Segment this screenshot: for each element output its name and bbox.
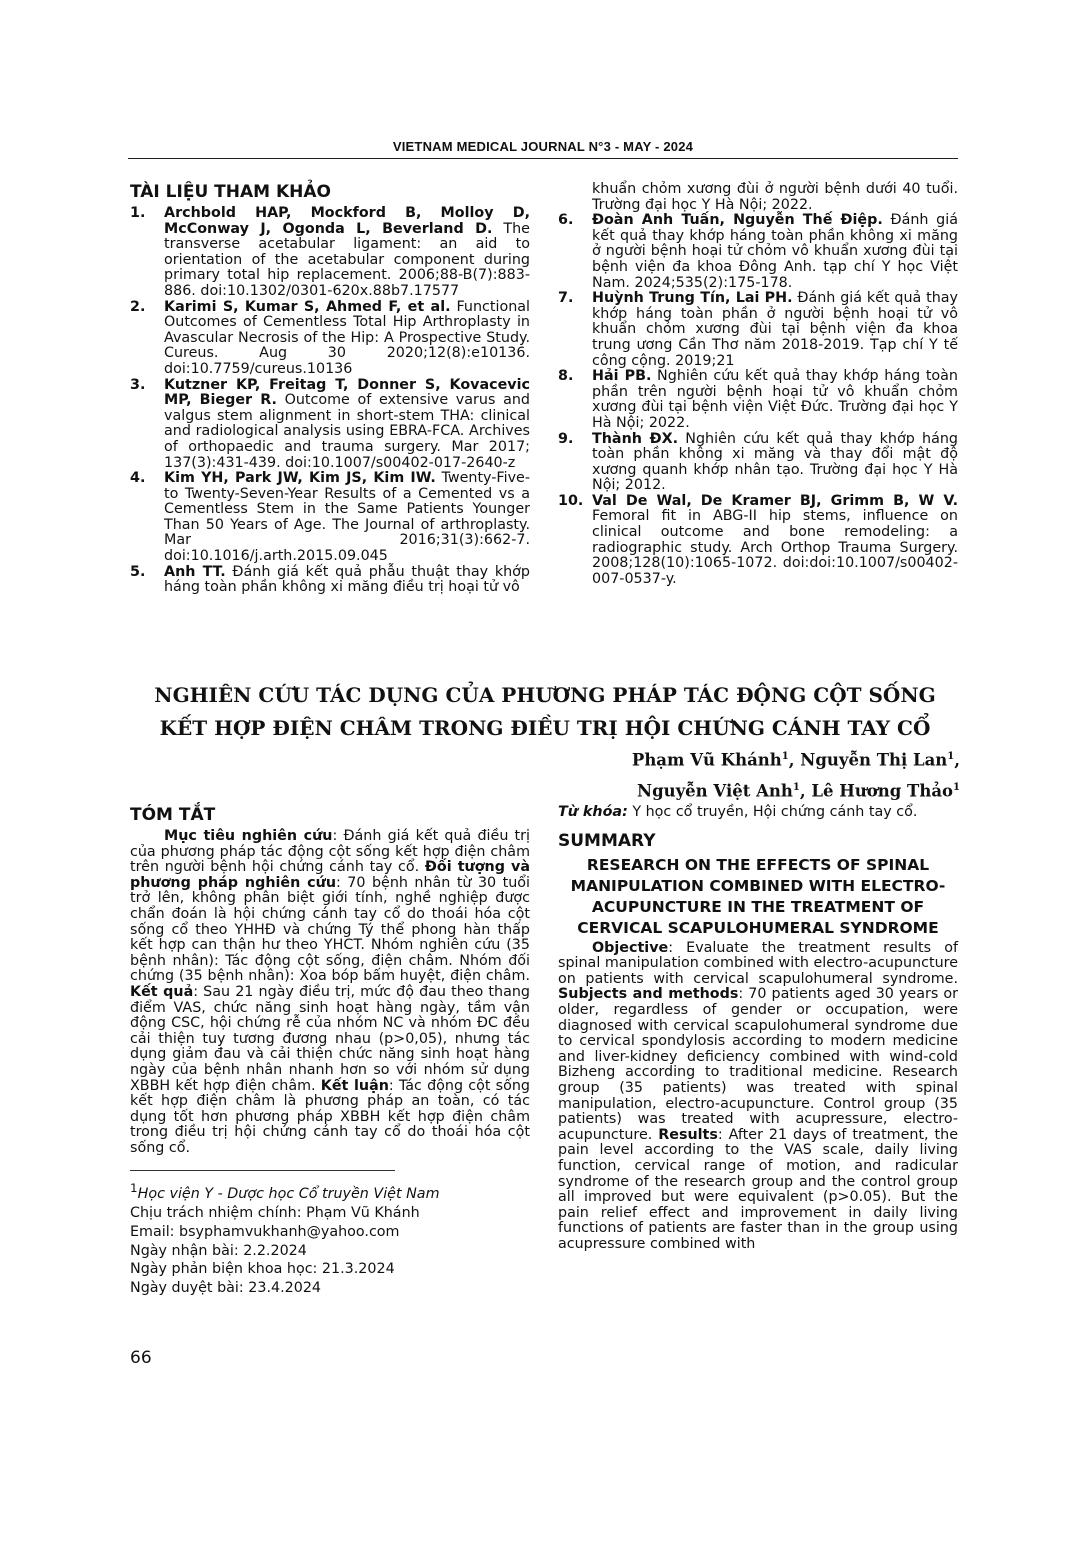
results-text: : Sau 21 ngày điều trị, mức độ đau theo thang điểm VAS, chức năng sinh hoạt hàng ngày, tầm vận động CSC, hội chứng rễ của nhóm NC và nhóm ĐC đều cải thiện tuy tương đương nhau (p>0,05), nhưng tác dụng giảm đau và cải thiện chức năng sinh hoạt hàng ngày của bệnh nhân nhanh hơn so với nhóm sử dụng XBBH kết hợp điện châm.: [130, 983, 530, 1094]
reference-number: 5.: [130, 563, 146, 580]
author-name: Phạm Vũ Khánh: [631, 750, 782, 770]
reference-authors: Hải PB.: [592, 368, 652, 385]
footnote-sup: 1: [130, 1181, 138, 1196]
reference-text: [164, 565, 530, 596]
footnote: [130, 1179, 530, 1298]
reference-body: Twenty-Five- to Twenty-Seven-Year Results of a Cemented vs a Cementless Stem in the Same Patients Younger Than 50 Years of Age. The Journal of arthroplasty. Mar 2016;31(3):662-7. doi:10.1016/j.arth.2015.09.045: [164, 470, 530, 565]
summary-results-label: Results: [658, 1126, 718, 1143]
author-line-1: [520, 743, 960, 774]
reference-body: The transverse acetabular ligament: an aid to orientation of the acetabular component during primary total hip replacement. 2006;88-B(7):883-886. doi:10.1302/0301-620x.88b7.17577: [164, 220, 530, 299]
reference-text: [164, 378, 530, 472]
reference-item: [558, 432, 958, 494]
summary-paragraph: [558, 941, 958, 1253]
keywords-label: Từ khóa:: [558, 804, 628, 820]
author-name: Nguyễn Việt Anh: [636, 781, 793, 800]
summary-heading: SUMMARY: [558, 830, 656, 851]
reference-number: 8.: [558, 368, 574, 385]
reference-item: [130, 378, 530, 472]
author-line-2: [520, 774, 960, 805]
reference-item: [130, 206, 530, 300]
reference-body: Femoral fit in ABG-II hip stems, influence on clinical outcome and bone remodeling: a radiographic study. Arch Orthop Trauma Surgery. 2008;128(10):1065-1072. doi:doi:10.1007/s00402-007-0537-y.: [592, 508, 958, 587]
reference-authors: Kutzner KP, Freitag T, Donner S, Kovacevic MP, Bieger R.: [164, 376, 530, 409]
author-separator: ,: [799, 781, 812, 800]
reference-number: 3.: [130, 376, 146, 393]
footnote-received: Ngày nhận bài: 2.2.2024: [130, 1242, 307, 1259]
reference-item: [130, 300, 530, 378]
reference-item: [558, 213, 958, 291]
reference-body: Functional Outcomes of Cementless Total Hip Arthroplasty in Avascular Necrosis of the Hip: A Prospective Study. Cureus. Aug 30 2020;12(8):e10136. doi:10.7759/cureus.10136: [164, 298, 531, 377]
references-left-column: [130, 182, 530, 596]
reference-authors: Đoàn Anh Tuấn, Nguyễn Thế Điệp.: [592, 212, 883, 229]
author-separator: ,: [954, 750, 960, 770]
reference-text: [164, 206, 530, 300]
reference-number: 2.: [130, 298, 146, 315]
abstract-paragraph: [130, 829, 530, 1156]
reference-body: Đánh giá kết quả phẫu thuật thay khớp háng toàn phần không xi măng điều trị hoại tử vô: [164, 563, 530, 596]
reference-text: [164, 471, 530, 565]
reference-number: 1.: [130, 205, 146, 221]
reference-text: [592, 213, 958, 291]
author-name: Nguyễn Thị Lan: [800, 750, 948, 770]
reference-body: Đánh giá kết quả thay khớp háng toàn phần ở người bệnh hoại tử vô khuẩn chỏm xương đùi tại bệnh viện đa khoa trung ương Cần Thơ năm 2018-2019. Tạp chí Y tế công cộng. 2019;21: [592, 290, 958, 369]
author-affiliation-sup: 1: [792, 781, 800, 793]
reference-number: 6.: [558, 212, 574, 229]
footnote-reviewed: Ngày phản biện khoa học: 21.3.2024: [130, 1261, 395, 1278]
reference-item: [130, 471, 530, 565]
abstract-heading: TÓM TẮT: [130, 805, 216, 825]
summary-objective-text: : Evaluate the treatment results of spinal manipulation combined with electro-acupuncture on patients with cervical scapulohumeral syndrome.: [558, 939, 958, 987]
references-right-column: [558, 182, 958, 587]
reference-number: 7.: [558, 290, 574, 307]
reference-number: 10.: [558, 492, 584, 509]
author-affiliation-sup: 1: [947, 751, 955, 762]
running-head: VIETNAM MEDICAL JOURNAL N°3 - MAY - 2024: [392, 139, 694, 154]
article-title-line-2: KẾT HỢP ĐIỆN CHÂM TRONG ĐIỀU TRỊ HỘI CHỨNG CÁNH TAY CỔ: [159, 716, 931, 740]
footnote-accepted: Ngày duyệt bài: 23.4.2024: [130, 1280, 322, 1297]
reference-text: [592, 432, 958, 494]
reference-item: [558, 369, 958, 431]
footnote-email: Email: bsyphamvukhanh@yahoo.com: [130, 1223, 400, 1240]
reference-body: Nghiên cứu kết quả thay khớp háng toàn phần trên người bệnh hoại tử vô khuẩn chỏm xương đùi tại bệnh viện Việt Đức. Trường đại học Y Hà Nội; 2022.: [592, 368, 958, 431]
objective-text: : Đánh giá kết quả điều trị của phương pháp tác động cột sống kết hợp điện châm trên người bệnh hội chứng cánh tay cổ.: [130, 828, 530, 876]
article-title-line-1: NGHIÊN CỨU TÁC DỤNG CỦA PHƯƠNG PHÁP TÁC ĐỘNG CỘT SỐNG: [154, 683, 936, 707]
summary-objective-label: Objective: [592, 939, 669, 956]
author-name: Lê Hương Thảo: [811, 781, 954, 800]
reference-body: Nghiên cứu kết quả thay khớp háng toàn phần không xi măng và thay đổi mật độ xương quanh khớp nhân tạo. Trường đại học Y Hà Nội; 2012.: [592, 430, 958, 494]
reference-number: 4.: [130, 470, 146, 487]
keywords-paragraph: [558, 805, 958, 821]
reference-text: [592, 291, 958, 369]
abstract-left-column: [130, 805, 530, 1298]
reference-body: Outcome of extensive varus and valgus stem alignment in short-stem THA: clinical and radiological analysis using EBRA-FCA. Archives of orthopaedic and trauma surgery. Mar 2017; 137(3):431-439. doi:10.1007/s00402-017-2640-z: [164, 392, 530, 471]
keywords-text: Y học cổ truyền, Hội chứng cánh tay cổ.: [627, 804, 918, 820]
reference-authors: Archbold HAP, Mockford B, Molloy D, McConway J, Ogonda L, Beverland D.: [164, 205, 530, 237]
summary-methods-label: Subjects and methods: [558, 986, 739, 1003]
reference-item: [130, 565, 530, 596]
references-heading: TÀI LIỆU THAM KHẢO: [130, 182, 331, 202]
footnote-affiliation-text: Học viện Y - Dược học Cổ truyền Việt Nam: [137, 1186, 440, 1203]
reference-authors: Thành ĐX.: [592, 430, 679, 447]
footnote-corresponding: Chịu trách nhiệm chính: Phạm Vũ Khánh: [130, 1205, 420, 1222]
objective-label: Mục tiêu nghiên cứu: [164, 828, 333, 844]
reference-item: [558, 494, 958, 588]
reference-authors: Karimi S, Kumar S, Ahmed F, et al.: [164, 298, 451, 315]
reference-number: 9.: [558, 430, 574, 447]
reference-text: [592, 369, 958, 431]
summary-results-text: : After 21 days of treatment, the pain level according to the VAS scale, daily living function, cervical range of motion, and radicular syndrome of the research group and the control group all improved but were equivalent (p>0.05). But the pain relief effect and improvement in daily living functions of patients are faster than in the group using acupressure combined with: [558, 1126, 958, 1252]
article-title: [110, 679, 980, 745]
methods-text: : 70 bệnh nhân từ 30 tuổi trở lên, không phân biệt giới tính, nghề nghiệp được chẩn đoán là hội chứng cánh tay cổ do thoái hóa cột sống cổ theo YHHĐ và chứng Tý thể phong hàn thấp kết hợp can thận hư theo YHCT. Nhóm nghiên cứu (35 bệnh nhân): Tác động cột sống, điện châm. Nhóm đối chứng (35 bệnh nhân): Xoa bóp bấm huyệt, điện châm.: [130, 874, 530, 985]
summary-methods-text: : 70 patients aged 30 years or older, regardless of gender or occupation, were diagnosed with cervical scapulohumeral syndrome due to cervical spondylosis according to modern medicine and liver-kidney deficiency combined with wind-cold Bizheng according to traditional medicine. Research group (35 patients) was treated with spinal manipulation, electro-acupuncture. Control group (35 patients) was treated with acupressure, electro-acupuncture.: [558, 986, 958, 1143]
reference-body: Đánh giá kết quả thay khớp háng toàn phần không xi măng ở người bệnh hoại tử chỏm vô khuẩn xương đùi tại bệnh viện đa khoa Đông Anh. tạp chí Y học Việt Nam. 2024;535(2):175-178.: [592, 212, 958, 291]
reference-authors: Val De Wal, De Kramer BJ, Grimm B, W V.: [592, 492, 958, 509]
reference-authors: Anh TT.: [164, 563, 226, 580]
references-list-right: [558, 213, 958, 587]
author-list: [520, 743, 960, 804]
methods-label: Đối tượng và phương pháp nghiên cứu: [130, 859, 531, 891]
reference-item: [558, 291, 958, 369]
summary-title: RESEARCH ON THE EFFECTS OF SPINAL MANIPULATION COMBINED WITH ELECTRO-ACUPUNCTURE IN THE TREATMENT OF CERVICAL SCAPULOHUMERAL SYNDROME: [570, 855, 946, 937]
reference-5-continuation: khuẩn chỏm xương đùi ở người bệnh dưới 40 tuổi. Trường đại học Y Hà Nội; 2022.: [592, 181, 958, 213]
footnote-rule: [130, 1170, 395, 1171]
reference-authors: Huỳnh Trung Tín, Lai PH.: [592, 290, 793, 307]
conclusion-label: Kết luận: [320, 1077, 389, 1094]
reference-text: [164, 300, 530, 378]
footnote-affiliation: [130, 1179, 530, 1204]
abstract-right-column: [558, 805, 958, 1252]
author-affiliation-sup: 1: [953, 781, 960, 793]
author-separator: ,: [788, 750, 801, 770]
header-rule: [128, 158, 958, 159]
conclusion-text: : Tác động cột sống kết hợp điện châm là phương pháp an toàn, có tác dụng tốt hơn phương pháp XBBH kết hợp điện châm trong điều trị hội chứng cánh tay cổ do thoái hóa cột sống cổ.: [130, 1077, 530, 1156]
author-affiliation-sup: 1: [781, 751, 789, 762]
results-label: Kết quả: [130, 983, 194, 1000]
reference-text: [592, 494, 958, 588]
references-list-left: [130, 206, 530, 596]
reference-authors: Kim YH, Park JW, Kim JS, Kim IW.: [164, 470, 436, 487]
page-number: 66: [130, 1348, 152, 1368]
